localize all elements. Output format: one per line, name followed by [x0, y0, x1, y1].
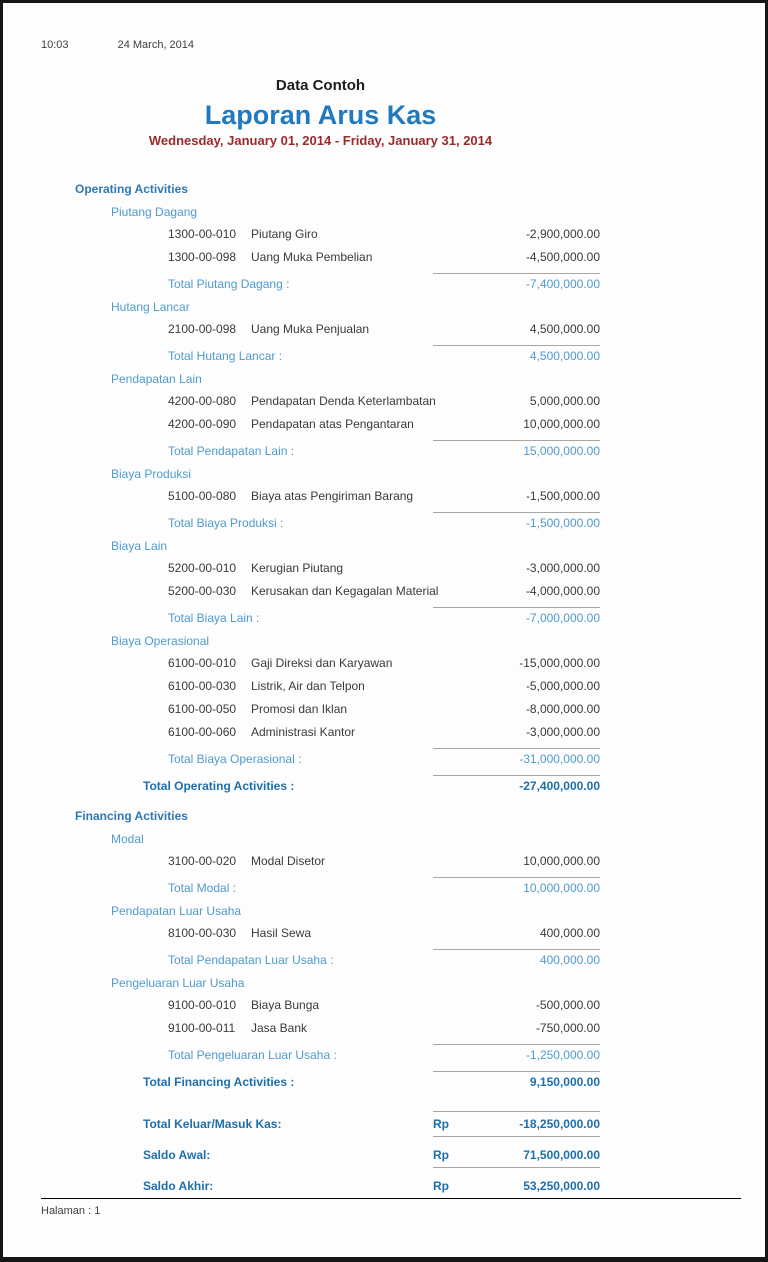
- account-code: 1300-00-010: [168, 227, 237, 241]
- account-amount: -15,000,000.00: [519, 656, 600, 670]
- section-groups: [41, 832, 600, 1063]
- section-total-label: Total Operating Activities :: [143, 779, 295, 793]
- account-row: [41, 1021, 600, 1036]
- account-group: [41, 832, 600, 896]
- account-code: 5100-00-080: [168, 489, 237, 503]
- account-row: [41, 702, 600, 717]
- account-row: [41, 725, 600, 740]
- group-total-row: [41, 512, 600, 531]
- account-amount: 10,000,000.00: [523, 854, 600, 868]
- group-rows: [41, 489, 600, 504]
- account-row: [41, 417, 600, 432]
- summary-label: Saldo Awal:: [143, 1148, 211, 1162]
- account-row: [41, 998, 600, 1013]
- account-amount: -2,900,000.00: [525, 227, 600, 241]
- account-code: 6100-00-050: [168, 702, 237, 716]
- group-total-row: [41, 273, 600, 292]
- account-row: [41, 561, 600, 576]
- account-group: [41, 539, 600, 626]
- group-total-label: Total Biaya Operasional :: [168, 752, 302, 766]
- group-total-row: [41, 440, 600, 459]
- account-amount: -8,000,000.00: [525, 702, 600, 716]
- group-rows: [41, 394, 600, 432]
- group-title: Pendapatan Luar Usaha: [111, 904, 242, 918]
- account-code: 4200-00-090: [168, 417, 237, 431]
- account-name: Pendapatan Denda Keterlambatan: [251, 394, 436, 408]
- summary-label: Saldo Akhir:: [143, 1179, 214, 1193]
- group-total-amount: -1,250,000.00: [433, 1044, 600, 1062]
- account-amount: -3,000,000.00: [525, 725, 600, 739]
- group-total-amount: -1,500,000.00: [433, 512, 600, 530]
- group-total-amount: 15,000,000.00: [433, 440, 600, 458]
- account-code: 1300-00-098: [168, 250, 237, 264]
- account-name: Administrasi Kantor: [251, 725, 356, 739]
- account-row: [41, 322, 600, 337]
- account-name: Kerusakan dan Kegagalan Material: [251, 584, 439, 598]
- account-code: 3100-00-020: [168, 854, 237, 868]
- group-total-label: Total Biaya Lain :: [168, 611, 260, 625]
- account-group: [41, 372, 600, 459]
- account-code: 8100-00-030: [168, 926, 237, 940]
- account-row: [41, 227, 600, 242]
- account-row: [41, 679, 600, 694]
- section-total-amount: 9,150,000.00: [433, 1071, 600, 1089]
- account-code: 6100-00-010: [168, 656, 237, 670]
- account-group: [41, 300, 600, 364]
- report-content: [3, 3, 765, 1199]
- group-rows: [41, 227, 600, 265]
- account-name: Piutang Giro: [251, 227, 318, 241]
- summary-block: [41, 1111, 600, 1199]
- group-total-amount: 4,500,000.00: [433, 345, 600, 363]
- account-name: Promosi dan Iklan: [251, 702, 348, 716]
- group-title: Pendapatan Lain: [111, 372, 202, 386]
- group-rows: [41, 656, 600, 740]
- group-total-row: [41, 607, 600, 626]
- group-rows: [41, 854, 600, 869]
- account-code: 5200-00-030: [168, 584, 237, 598]
- account-code: 5200-00-010: [168, 561, 237, 575]
- group-title: Biaya Operasional: [111, 634, 210, 648]
- group-rows: [41, 926, 600, 941]
- summary-row: [41, 1111, 600, 1137]
- company-name: Data Contoh: [275, 77, 366, 94]
- group-rows: [41, 322, 600, 337]
- section-groups: [41, 205, 600, 767]
- currency-label: Rp: [433, 1179, 449, 1193]
- summary-amount-box: [433, 1143, 600, 1168]
- account-row: [41, 926, 600, 941]
- account-amount: -3,000,000.00: [525, 561, 600, 575]
- account-amount: 10,000,000.00: [523, 417, 600, 431]
- print-time: 10:03: [41, 39, 69, 51]
- summary-amount-box: [433, 1111, 600, 1137]
- account-code: 6100-00-030: [168, 679, 237, 693]
- account-code: 9100-00-010: [168, 998, 237, 1012]
- account-name: Biaya Bunga: [251, 998, 320, 1012]
- account-name: Listrik, Air dan Telpon: [251, 679, 365, 693]
- account-amount: -500,000.00: [535, 998, 600, 1012]
- account-amount: -5,000,000.00: [525, 679, 600, 693]
- group-total-row: [41, 748, 600, 767]
- group-total-label: Total Hutang Lancar :: [168, 349, 283, 363]
- group-title: Biaya Produksi: [111, 467, 192, 481]
- account-group: [41, 205, 600, 292]
- group-total-amount: 400,000.00: [433, 949, 600, 967]
- account-group: [41, 467, 600, 531]
- summary-amount: 71,500,000.00: [523, 1148, 600, 1162]
- group-total-amount: -7,400,000.00: [433, 273, 600, 291]
- account-group: [41, 976, 600, 1063]
- account-row: [41, 656, 600, 671]
- currency-label: Rp: [433, 1117, 449, 1131]
- account-code: 2100-00-098: [168, 322, 237, 336]
- section-total-row: [41, 1071, 600, 1095]
- report-title: Laporan Arus Kas: [204, 100, 437, 130]
- account-name: Pendapatan atas Pengantaran: [251, 417, 414, 431]
- section-total-label: Total Financing Activities :: [143, 1075, 295, 1089]
- account-name: Biaya atas Pengiriman Barang: [251, 489, 414, 503]
- section-title: Operating Activities: [75, 182, 188, 196]
- account-name: Uang Muka Pembelian: [251, 250, 373, 264]
- summary-amount-box: [433, 1174, 600, 1199]
- account-amount: 4,500,000.00: [529, 322, 600, 336]
- section-total-row: [41, 775, 600, 799]
- report-footer: [41, 1198, 741, 1217]
- group-total-amount: 10,000,000.00: [433, 877, 600, 895]
- summary-row: [41, 1174, 600, 1199]
- account-code: 4200-00-080: [168, 394, 237, 408]
- group-total-label: Total Pendapatan Lain :: [168, 444, 295, 458]
- account-row: [41, 250, 600, 265]
- summary-label: Total Keluar/Masuk Kas:: [143, 1117, 282, 1131]
- account-name: Hasil Sewa: [251, 926, 312, 940]
- group-total-amount: -31,000,000.00: [433, 748, 600, 766]
- account-amount: -4,000,000.00: [525, 584, 600, 598]
- account-row: [41, 489, 600, 504]
- summary-amount: -18,250,000.00: [519, 1117, 600, 1131]
- account-row: [41, 394, 600, 409]
- report-period: Wednesday, January 01, 2014 - Friday, January 31, 2014: [148, 133, 493, 148]
- report-section: [41, 182, 600, 799]
- account-name: Jasa Bank: [251, 1021, 308, 1035]
- section-title: Financing Activities: [75, 809, 188, 823]
- group-title: Biaya Lain: [111, 539, 168, 553]
- group-total-label: Total Pengeluaran Luar Usaha :: [168, 1048, 337, 1062]
- group-title: Pengeluaran Luar Usaha: [111, 976, 245, 990]
- group-total-row: [41, 345, 600, 364]
- account-name: Gaji Direksi dan Karyawan: [251, 656, 393, 670]
- account-row: [41, 584, 600, 599]
- account-code: 6100-00-060: [168, 725, 237, 739]
- group-total-amount: -7,000,000.00: [433, 607, 600, 625]
- report-body: [41, 182, 600, 1095]
- account-amount: -750,000.00: [535, 1021, 600, 1035]
- account-row: [41, 854, 600, 869]
- report-section: [41, 809, 600, 1095]
- group-total-label: Total Biaya Produksi :: [168, 516, 284, 530]
- summary-amount: 53,250,000.00: [523, 1179, 600, 1193]
- group-total-label: Total Piutang Dagang :: [168, 277, 290, 291]
- group-total-label: Total Pendapatan Luar Usaha :: [168, 953, 334, 967]
- group-title: Hutang Lancar: [111, 300, 190, 314]
- group-total-label: Total Modal :: [168, 881, 237, 895]
- account-amount: 5,000,000.00: [529, 394, 600, 408]
- account-group: [41, 634, 600, 767]
- group-total-row: [41, 949, 600, 968]
- account-amount: -4,500,000.00: [525, 250, 600, 264]
- report-meta: [41, 39, 600, 53]
- summary-row: [41, 1143, 600, 1168]
- page-number-label: Halaman : 1: [41, 1205, 101, 1217]
- group-total-row: [41, 877, 600, 896]
- account-name: Modal Disetor: [251, 854, 326, 868]
- section-total-amount: -27,400,000.00: [433, 775, 600, 793]
- account-name: Kerugian Piutang: [251, 561, 344, 575]
- currency-label: Rp: [433, 1148, 449, 1162]
- account-amount: -1,500,000.00: [525, 489, 600, 503]
- group-title: Piutang Dagang: [111, 205, 198, 219]
- group-total-row: [41, 1044, 600, 1063]
- group-rows: [41, 561, 600, 599]
- group-rows: [41, 998, 600, 1036]
- account-amount: 400,000.00: [539, 926, 600, 940]
- account-name: Uang Muka Penjualan: [251, 322, 370, 336]
- account-group: [41, 904, 600, 968]
- footer-divider: [41, 1198, 741, 1199]
- print-date: 24 March, 2014: [117, 39, 195, 51]
- group-title: Modal: [111, 832, 144, 846]
- account-code: 9100-00-011: [168, 1021, 236, 1035]
